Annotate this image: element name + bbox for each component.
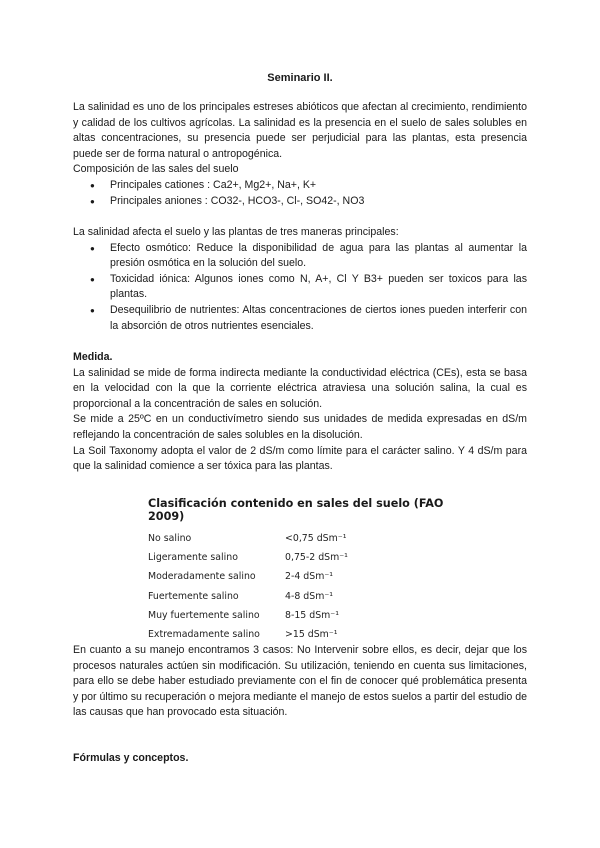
row-value: >15 dSm⁻¹ — [285, 628, 338, 640]
table-row — [148, 567, 468, 586]
row-label: No salino — [148, 533, 192, 544]
row-value: <0,75 dSm⁻¹ — [285, 533, 347, 544]
manejo-paragraph: En cuanto a su manejo encontramos 3 casos: No Intervenir sobre ellos, es decir, dejar que los procesos naturales actúen sin modificación. Su utilización, teniendo en cuenta sus limitaciones, para ello se debe haber estudiado previamente con el fin de conocer qué problemática presenta y por último su recuperación o mejora mediante el manejo de estos suelos a partir del estudio de las causas que han provocado esta situación. — [73, 644, 528, 719]
effects-list — [73, 241, 527, 335]
row-value: 8-15 dSm⁻¹ — [285, 609, 339, 621]
row-label: Fuertemente salino — [148, 590, 239, 602]
page-title: Seminario II. — [267, 72, 333, 84]
salinity-classification-table — [148, 497, 468, 644]
table-row — [148, 606, 468, 625]
medida-paragraph: La salinidad se mide de forma indirecta mediante la conductividad eléctrica (CEs), esta se basa en la velocidad con la que la corriente eléctrica atraviesa una solución salina, la cual es proporcional a la concentración de sales en solución. — [73, 366, 527, 410]
table-row — [148, 587, 468, 606]
list-item: ● Efecto osmótico: Reduce la disponibilidad de agua para las plantas al aumentar la presión osmótica en la solución del suelo. — [73, 241, 527, 272]
table-row — [148, 548, 468, 567]
medida-paragraph: Se mide a 25ºC en un conductivímetro siendo sus unidades de medida expresadas en dS/m reflejando la concentración de sales solubles en la disolución. — [73, 413, 527, 441]
row-value: 0,75-2 dSm⁻¹ — [285, 552, 348, 564]
list-item: ● Desequilibrio de nutrientes: Altas concentraciones de ciertos iones pueden interferir con la absorción de otros nutrientes esenciales. — [73, 303, 527, 334]
row-label: Muy fuertemente salino — [148, 609, 260, 621]
effects-intro: La salinidad afecta el suelo y las plantas de tres maneras principales: — [73, 226, 399, 238]
medida-heading: Medida. — [73, 351, 113, 363]
medida-section — [73, 350, 527, 475]
composition-heading: Composición de las sales del suelo — [73, 163, 239, 176]
formulas-section — [73, 751, 527, 767]
manejo-section — [73, 643, 527, 721]
table-row — [148, 529, 468, 548]
formulas-heading: Fórmulas y conceptos. — [73, 752, 189, 764]
table-title: Clasificación contenido en sales del suelo (FAO 2009) — [148, 497, 444, 523]
medida-paragraph: La Soil Taxonomy adopta el valor de 2 dS/m como límite para el carácter salino. Y 4 dS/m para que la salinidad comience a ser tóxica para las plantas. — [73, 444, 527, 473]
row-label: Moderadamente salino — [148, 571, 256, 583]
intro-section — [73, 100, 527, 209]
table-row — [148, 625, 468, 644]
list-item: ● Principales cationes : Ca2+, Mg2+, Na+, K+ — [73, 178, 527, 194]
composition-list — [73, 178, 527, 209]
list-item: ● Toxicidad iónica: Algunos iones como N, A+, Cl Y B3+ pueden ser toxicos para las plantas. — [73, 272, 527, 303]
row-value: 2-4 dSm⁻¹ — [285, 571, 334, 583]
row-label: Extremadamente salino — [148, 628, 260, 640]
list-item: ● Principales aniones : CO32-, HCO3-, Cl-, SO42-, NO3 — [73, 194, 527, 210]
row-label: Ligeramente salino — [148, 552, 238, 564]
intro-paragraph: La salinidad es uno de los principales estreses abióticos que afectan al crecimiento, rendimiento y calidad de los cultivos agrícolas. La salinidad es la presencia en el suelo de sales solubles en altas concentraciones, su presencia puede ser perjudicial para las plantas, esta presencia puede ser de forma natural o antropogénica. — [73, 101, 527, 160]
effects-section — [73, 225, 527, 334]
row-value: 4-8 dSm⁻¹ — [285, 590, 334, 602]
